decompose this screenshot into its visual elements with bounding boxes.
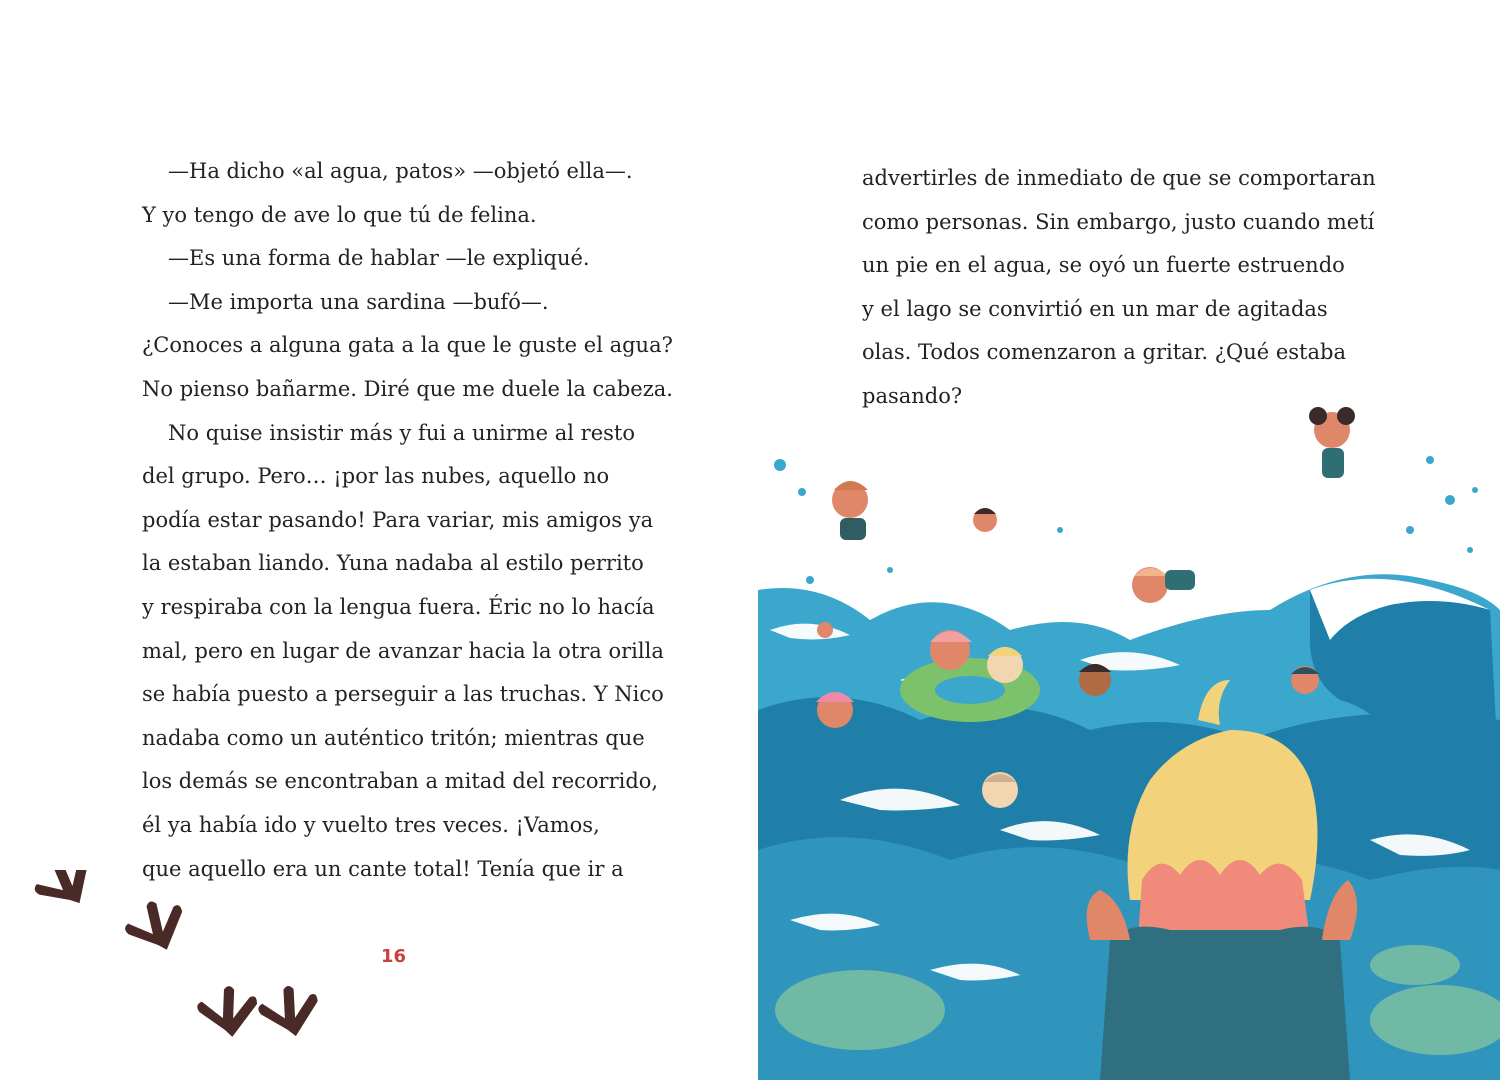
page-number: 16	[381, 946, 407, 967]
text-line: No quise insistir más y fui a unirme al resto	[168, 420, 636, 445]
text-line: ¿Conoces a alguna gata a la que le guste el agua?	[142, 333, 673, 358]
text-line: como personas. Sin embargo, justo cuando metí	[862, 209, 1375, 234]
text-line: No pienso bañarme. Diré que me duele la cabeza.	[142, 376, 673, 401]
text-line: podía estar pasando! Para variar, mis amigos ya	[142, 507, 654, 532]
text-line: nadaba como un auténtico tritón; mientras que	[142, 725, 645, 750]
text-line: —Me importa una sardina —bufó—.	[168, 289, 549, 314]
right-page	[750, 0, 1500, 1080]
text-line: mal, pero en lugar de avanzar hacia la otra orilla	[142, 638, 664, 663]
text-line: y respiraba con la lengua fuera. Éric no lo hacía	[142, 594, 655, 619]
text-line: un pie en el agua, se oyó un fuerte estruendo	[862, 253, 1345, 277]
text-line: y el lago se convirtió en un mar de agitadas	[862, 296, 1328, 321]
text-line: Y yo tengo de ave lo que tú de felina.	[142, 202, 537, 227]
text-line: se había puesto a perseguir a las truchas. Y Nico	[142, 682, 664, 707]
text-line: del grupo. Pero… ¡por las nubes, aquello no	[142, 464, 610, 489]
text-line: —Es una forma de hablar —le expliqué.	[168, 246, 590, 271]
text-line: olas. Todos comenzaron a gritar. ¿Qué estaba	[862, 340, 1346, 364]
text-line: la estaban liando. Yuna nadaba al estilo perrito	[142, 551, 644, 576]
text-line: advertirles de inmediato de que se comportaran	[862, 166, 1376, 190]
lake-waves-illustration	[750, 380, 1500, 1080]
text-line: los demás se encontraban a mitad del recorrido,	[142, 769, 659, 794]
text-line: él ya había ido y vuelto tres veces. ¡Vamos,	[142, 812, 600, 837]
left-page-text	[142, 150, 672, 891]
text-line: —Ha dicho «al agua, patos» —objetó ella—.	[168, 159, 633, 183]
text-line: pasando?	[862, 383, 963, 408]
right-page-text	[862, 157, 1472, 418]
duck-footprints-icon	[30, 870, 330, 1070]
text-line: que aquello era un cante total! Tenía que ir a	[142, 856, 624, 881]
